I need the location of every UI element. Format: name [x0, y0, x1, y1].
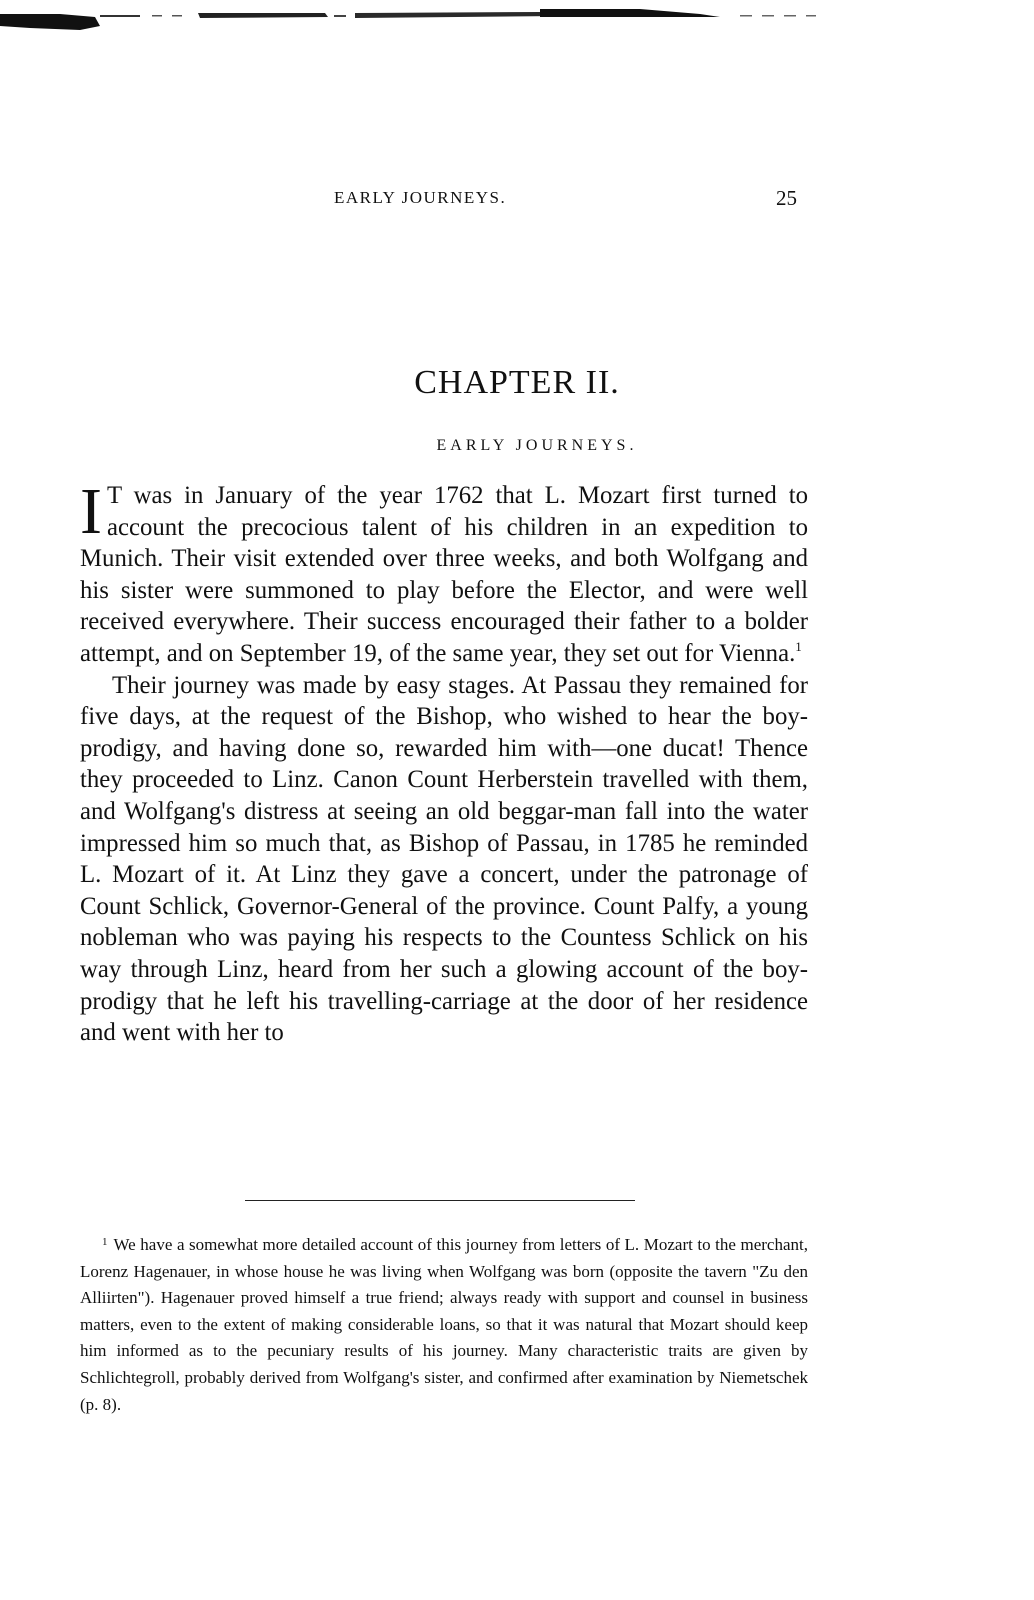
paragraph-1	[80, 475, 808, 670]
paragraph-1-text: T was in January of the year 1762 that L. Mozart first turned to account the precocious talent of his children in an expedition to Munich. Their visit extended over three weeks, and both Wolfgang and his sister were summoned to play before the Elector, and were well received everywhere. Their success encouraged their father to a bolder attempt, and on September 19, of the same year, they set out for Vienna.	[80, 482, 808, 667]
page-number: 25	[776, 186, 797, 210]
footnote	[80, 1232, 808, 1418]
body-text	[80, 475, 808, 1049]
chapter-subtitle: EARLY JOURNEYS.	[436, 437, 638, 454]
drop-cap: I	[80, 475, 102, 548]
running-head-title: EARLY JOURNEYS.	[334, 188, 507, 207]
footnote-mark: 1	[102, 1236, 108, 1248]
footnote-reference: 1	[795, 638, 802, 654]
scan-edge-artifact	[0, 0, 1034, 40]
paragraph-2: Their journey was made by easy stages. At Passau they remained for five days, at the request of the Bishop, who wished to hear the boy-prodigy, and having done so, rewarded him with—one ducat! Thence they proceeded to Linz. Canon Count Herberstein travelled with them, and Wolfgang's distress at seeing an old beggar-man fall into the water impressed him so much that, as Bishop of Passau, in 1785 he reminded L. Mozart of it. At Linz they gave a concert, under the patronage of Count Schlick, Governor-General of the province. Count Palfy, a young nobleman who was paying his respects to the Countess Schlick on his way through Linz, heard from her such a glowing account of the boy-prodigy that he left his travelling-carriage at the door of her residence and went with her to	[80, 671, 808, 1047]
footnote-text: We have a somewhat more detailed account of this journey from letters of L. Mozart to the merchant, Lorenz Hagenauer, in whose house he was living when Wolfgang was born (opposite the tavern "Zu den Alliirten"). Hagenauer proved himself a true friend; always ready with support and counsel in business matters, even to the extent of making considerable loans, so that it was natural that Mozart should keep him informed as to the pecuniary results of his journey. Many characteristic traits are given by Schlichtegroll, probably derived from Wolfgang's sister, and confirmed after examination by Niemetschek (p. 8).	[80, 1235, 808, 1414]
chapter-title: CHAPTER II.	[414, 364, 620, 401]
footnote-divider	[245, 1200, 635, 1201]
